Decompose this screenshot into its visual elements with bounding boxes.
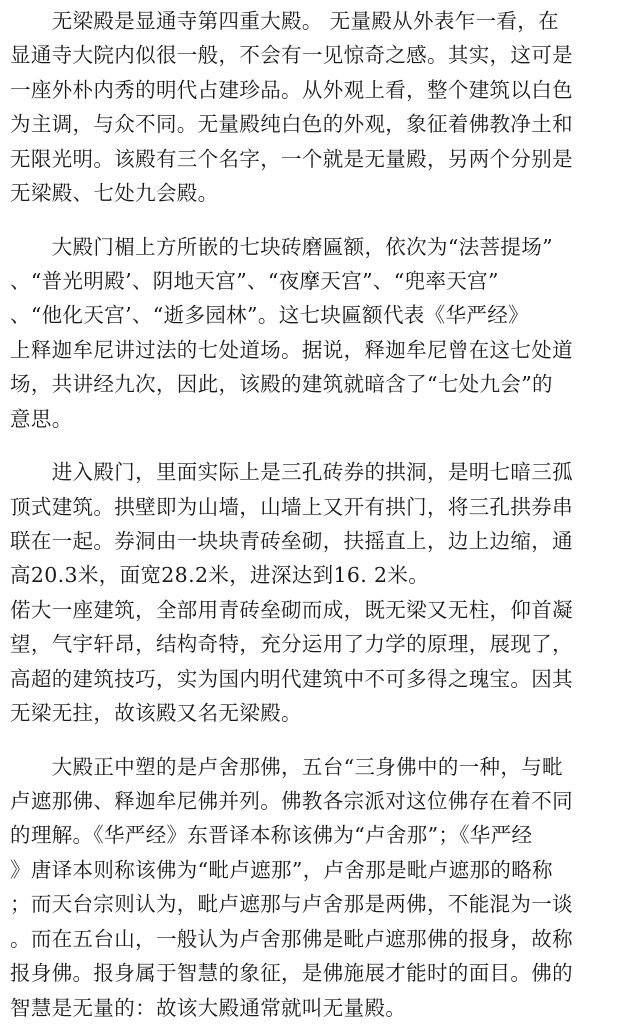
paragraph-4-line-3: 的理解。《华严经》东晋译本称该佛为“卢舍那”；《华严经 bbox=[10, 823, 533, 848]
paragraph-4-line-2: 卢遮那佛、释迦牟尼佛并列。佛教各宗派对这位佛存在着不同 bbox=[10, 789, 573, 813]
paragraph-1-line-5: 无限光明。该殿有三个名字，一个就是无量殿，另两个分别是 bbox=[10, 146, 573, 171]
paragraph-3-line-8: 无梁无拄，故该殿又名无梁殿。 bbox=[10, 701, 302, 726]
paragraph-2-line-4: 上释迦牟尼讲过法的七处道场。据说，释迦牟尼曾在这七处道 bbox=[10, 337, 573, 362]
paragraph-3-line-7: 高超的建筑技巧，实为国内明代建筑中不可多得之瑰宝。因其 bbox=[10, 666, 573, 691]
paragraph-1-line-2: 显通寺大院内似很一般，不会有一见惊奇之感。其实，这可是 bbox=[10, 43, 573, 68]
paragraph-3-line-1: 进入殿门，里面实际上是三孔砖券的拱洞，是明七暗三孤 bbox=[10, 460, 573, 485]
paragraph-4-line-6: 。而在五台山，一般认为卢舍那佛是毗卢遮那佛的报身，故称 bbox=[10, 926, 573, 951]
paragraph-3-line-3: 联在一起。券洞由一块块青砖垒砌，扶摇直上，边上边缩，通 bbox=[10, 529, 573, 553]
paragraph-1-line-4: 为主调，与众不同。无量殿纯白色的外观，象征着佛教净土和 bbox=[10, 112, 573, 137]
paragraph-4-line-7: 报身佛。报身属于智慧的象征，是佛施展才能时的面目。佛的 bbox=[10, 961, 573, 986]
paragraph-2-line-5: 场，共讲经九次，因此，该殿的建筑就暗含了“七处九会”的 bbox=[10, 372, 553, 397]
paragraph-4-line-4: 》唐译本则称该佛为“毗卢遮那”，卢舍那是毗卢遮那的略称 bbox=[10, 857, 553, 882]
paragraph-1-line-6: 无梁殿、七处九会殿。 bbox=[10, 181, 219, 206]
paragraph-3-line-6: 望，气宇轩昂，结构奇特，充分运用了力学的原理，展现了， bbox=[10, 632, 573, 657]
paragraph-4-line-8: 智慧是无量的：故该大殿通常就叫无量殿。 bbox=[10, 995, 407, 1020]
paragraph-4-line-1: 大殿正中塑的是卢舍那佛，五台“三身佛中的一种，与毗 bbox=[10, 754, 563, 779]
paragraph-4-line-5: ；而天台宗则认为，毗卢遮那与卢舍那是两佛，不能混为一谈 bbox=[10, 892, 573, 917]
paragraph-3-line-2: 顶式建筑。拱壁即为山墙，山墙上又开有拱门，将三孔拱券串 bbox=[10, 494, 573, 519]
paragraph-1-line-3: 一座外朴内秀的明代占建珍品。从外观上看，整个建筑以白色 bbox=[10, 77, 573, 102]
paragraph-2-line-6: 意思。 bbox=[10, 406, 73, 431]
paragraph-1-line-1: 无梁殿是显通寺第四重大殿。 无量殿从外表乍一看，在 bbox=[10, 9, 559, 33]
paragraph-2-line-3: 、“他化天宫’、“逝多园林”。这七块匾额代表《华严经》 bbox=[10, 303, 529, 328]
paragraph-3-line-5: 偌大一座建筑，全部用青砖垒砌而成，既无梁又无柱，仰首凝 bbox=[10, 597, 573, 622]
paragraph-2-line-1: 大殿门楣上方所嵌的七块砖磨匾额，依次为“法菩提场” bbox=[10, 234, 553, 259]
paragraph-3-line-4: 高20.3米，面宽28.2米，进深达到16. 2米。 bbox=[10, 563, 430, 588]
paragraph-2-line-2: 、“普光明殿’、阴地天宫”、“夜摩天宫”、“兜率天宫” bbox=[10, 269, 499, 293]
